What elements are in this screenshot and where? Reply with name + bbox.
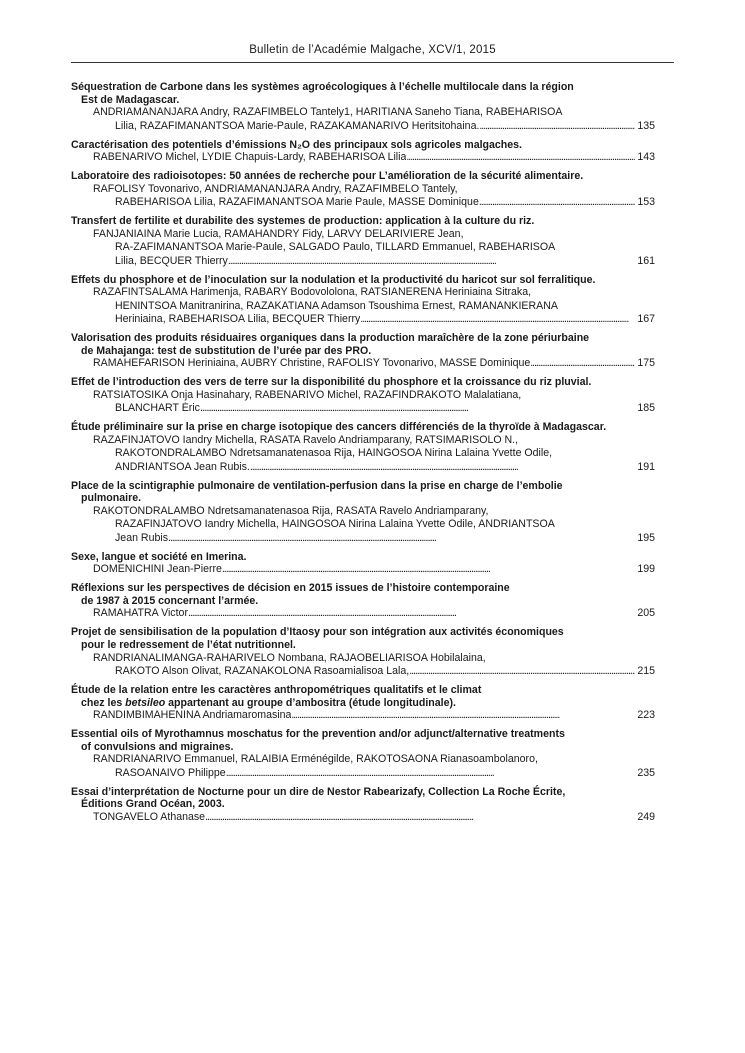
entry-author-line xyxy=(93,120,655,133)
entry-authors xyxy=(93,811,655,824)
toc-entry xyxy=(71,139,655,165)
entry-author-line: RANDRIANALIMANGA-RAHARIVELO Nombana, RAJAOBELIARISOA Hobilalaina, xyxy=(93,651,486,664)
page-number: 191 xyxy=(637,460,655,473)
entry-authors xyxy=(93,505,655,545)
page-number: 199 xyxy=(637,563,655,576)
entry-title xyxy=(71,684,655,709)
entry-title-line: Place de la scintigraphie pulmonaire de ventilation-perfusion dans la prise en charge de l’embolie xyxy=(71,479,563,492)
entry-title xyxy=(71,274,655,287)
entry-author-line xyxy=(93,255,655,268)
entry-title xyxy=(71,480,655,505)
table-of-contents xyxy=(71,81,655,830)
toc-entry xyxy=(71,551,655,577)
entry-author-text: RABEHARISOA Lilia, RAZAFIMANANTSOA Marie Paule, MASSE Dominique xyxy=(115,196,479,209)
toc-entry xyxy=(71,684,655,723)
entry-authors xyxy=(93,709,655,722)
entry-title-line: Essai d’interprétation de Nocturne pour un dire de Nestor Rabearizafy, Collection La Roche Écrite, xyxy=(71,785,566,798)
toc-entry xyxy=(71,480,655,545)
entry-title-line: Projet de sensibilisation de la population d’Itaosy pour son intégration aux activités économiques xyxy=(71,626,564,639)
emphasis: betsileo xyxy=(125,696,166,709)
entry-title-line: de 1987 à 2015 concernant l’armée. xyxy=(81,594,259,607)
entry-title xyxy=(71,215,655,228)
entry-author-line: RATSIATOSIKA Onja Hasinahary, RABENARIVO Michel, RAZAFINDRAKOTO Malalatiana, xyxy=(93,388,522,401)
entry-author-line xyxy=(93,532,655,545)
toc-entry xyxy=(71,786,655,825)
entry-title-line: de Mahajanga: test de substitution de l’urée par des PRO. xyxy=(81,344,372,357)
entry-author-line: RAZAFINTSALAMA Harimenja, RABARY Bodovololona, RATSIANERENA Heriniaina Sitraka, xyxy=(93,286,532,299)
entry-title-line: Essential oils of Myrothamnus moschatus for the prevention and/or adjunct/alternative treatments xyxy=(71,728,565,741)
entry-author-line xyxy=(93,196,655,209)
page-number: 167 xyxy=(637,313,655,325)
dot-leader xyxy=(222,563,635,576)
entry-title xyxy=(71,551,655,564)
entry-author-line xyxy=(93,607,655,620)
entry-title xyxy=(71,786,655,811)
entry-title-line: Laboratoire des radioisotopes: 50 années de recherche pour L’amélioration de la sécurité alimentaire. xyxy=(71,170,584,183)
entry-title-line: Étude de la relation entre les caractères anthropométriques qualitatifs et le climat xyxy=(71,683,482,696)
page-number: 205 xyxy=(637,607,655,620)
page-number: 195 xyxy=(637,531,655,544)
entry-author-line xyxy=(93,665,655,678)
page-number: 143 xyxy=(637,151,655,164)
page-number: 161 xyxy=(637,254,655,267)
entry-author-text: RAMAHATRA Victor xyxy=(93,607,188,620)
dot-leader xyxy=(479,196,635,209)
entry-title-line: Séquestration de Carbone dans les systèmes agroécologiques à l’échelle multilocale dans la région xyxy=(71,81,574,93)
entry-author-line xyxy=(93,402,655,415)
entry-authors xyxy=(93,753,655,780)
entry-author-line: RAFOLISY Tovonarivo, ANDRIAMANANJARA Andry, RAZAFIMBELO Tantely, xyxy=(93,182,458,195)
page-number: 249 xyxy=(637,810,655,823)
entry-title-line: of convulsions and migraines. xyxy=(81,740,234,753)
entry-author-line xyxy=(93,151,655,164)
entry-author-text: Jean Rubis xyxy=(115,531,168,544)
entry-authors xyxy=(93,389,655,416)
entry-author-text: ANDRIANTSOA Jean Rubis. xyxy=(115,460,250,473)
entry-title-line: Transfert de fertilite et durabilite des systemes de production: application à la culture du riz. xyxy=(71,215,535,228)
entry-title xyxy=(71,81,655,106)
entry-title-line: Effets du phosphore et de l’inoculation sur la nodulation et la productivité du haricot sur sol ferralitique. xyxy=(71,273,596,286)
entry-author-text: Heriniaina, RABEHARISOA Lilia, BECQUER Thierry xyxy=(115,313,361,325)
entry-title-line: Valorisation des produits résiduaires organiques dans la production maraîchère de la zone périurbaine xyxy=(71,332,590,344)
toc-entry xyxy=(71,215,655,268)
dot-leader xyxy=(291,709,635,722)
entry-author-line: FANJANIAINA Marie Lucia, RAMAHANDRY Fidy, LARVY DELARIVIERE Jean, xyxy=(93,227,464,240)
entry-author-line: RA-ZAFIMANANTSOA Marie-Paule, SALGADO Paulo, TILLARD Emmanuel, RABEHARISOA xyxy=(115,241,556,254)
entry-author-line: ANDRIAMANANJARA Andry, RAZAFIMBELO Tantely1, HARITIANA Saneho Tiana, RABEHARISOA xyxy=(93,106,563,119)
dot-leader xyxy=(228,255,635,268)
entry-title xyxy=(71,728,655,753)
entry-author-line xyxy=(93,563,655,576)
entry-author-line: RAZAFINJATOVO Iandry Michella, RASATA Ravelo Andriamparany, RATSIMARISOLO N., xyxy=(93,433,519,446)
dot-leader xyxy=(406,151,635,164)
entry-author-line xyxy=(93,767,655,780)
toc-entry xyxy=(71,170,655,209)
entry-author-line xyxy=(93,709,655,722)
entry-authors xyxy=(93,151,655,164)
toc-entry xyxy=(71,728,655,780)
page-number: 153 xyxy=(637,196,655,209)
page-number: 223 xyxy=(637,709,655,722)
dot-leader xyxy=(188,607,635,620)
toc-entry xyxy=(71,376,655,415)
dot-leader xyxy=(200,402,635,415)
entry-author-text: RAMAHEFARISON Heriniaina, AUBRY Christine, RAFOLISY Tovonarivo, MASSE Dominique xyxy=(93,357,531,370)
entry-author-line: HENINTSOA Manitranirina, RAZAKATIANA Adamson Tsoushima Ernest, RAMANANKIERANA xyxy=(115,299,558,312)
header-rule xyxy=(71,62,674,63)
entry-title-line: chez les betsileo appartenant au groupe d’ambositra (étude longitudinale). xyxy=(81,696,456,709)
entry-author-line: RAZAFINJATOVO Iandry Michella, HAINGOSOA Nirina Lalaina Yvette Odile, ANDRIANTSOA xyxy=(115,518,555,531)
entry-author-line: RAKOTONDRALAMBO Ndretsamanatenasoa Rija, RASATA Ravelo Andriamparany, xyxy=(93,504,489,517)
entry-author-text: Lilia, RAZAFIMANANTSOA Marie-Paule, RAZAKAMANARIVO Heritsitohaina. xyxy=(115,119,480,132)
entry-title-line: Caractérisation des potentiels d’émissions N₂O des principaux sols agricoles malgaches. xyxy=(71,138,522,151)
dot-leader xyxy=(360,313,635,326)
entry-authors xyxy=(93,434,655,474)
dot-leader xyxy=(530,357,635,370)
entry-author-line xyxy=(93,461,655,474)
entry-author-text: RABENARIVO Michel, LYDIE Chapuis-Lardy, RABEHARISOA Lilia xyxy=(93,151,407,164)
entry-author-text: RANDIMBIMAHENINA Andriamaromasina xyxy=(93,709,292,722)
entry-title-line: pulmonaire. xyxy=(81,492,142,505)
entry-title xyxy=(71,421,655,434)
toc-entry xyxy=(71,81,655,133)
entry-title xyxy=(71,170,655,183)
entry-title xyxy=(71,626,655,651)
page-number: 175 xyxy=(637,357,655,370)
entry-title-line: Sexe, langue et société en Imerina. xyxy=(71,550,247,563)
entry-authors xyxy=(93,228,655,268)
entry-author-line: RAKOTONDRALAMBO Ndretsamanatenasoa Rija, HAINGOSOA Nirina Lalaina Yvette Odile, xyxy=(115,447,553,460)
dot-leader xyxy=(168,532,635,545)
dot-leader xyxy=(409,665,635,678)
entry-title xyxy=(71,376,655,389)
entry-author-text: BLANCHART Éric xyxy=(115,402,200,415)
entry-title-line: Étude préliminaire sur la prise en charge isotopique des cancers différenciés de la thyroïde à Madagascar. xyxy=(71,421,607,434)
dot-leader xyxy=(205,811,635,824)
toc-entry xyxy=(71,421,655,474)
entry-author-text: RASOANAIVO Philippe xyxy=(115,766,226,779)
entry-title-line: Éditions Grand Océan, 2003. xyxy=(81,798,225,811)
toc-entry xyxy=(71,626,655,678)
entry-title xyxy=(71,139,655,152)
page-number: 215 xyxy=(637,664,655,677)
entry-author-text: DOMENICHINI Jean-Pierre xyxy=(93,563,222,576)
page-number: 185 xyxy=(637,402,655,415)
entry-author-text: Lilia, BECQUER Thierry xyxy=(115,254,228,267)
toc-entry xyxy=(71,582,655,621)
entry-authors xyxy=(93,106,655,133)
entry-title-line: Est de Madagascar. xyxy=(81,93,180,106)
dot-leader xyxy=(226,767,636,780)
entry-authors xyxy=(93,652,655,679)
toc-entry xyxy=(71,274,655,327)
entry-title-line: pour le redressement de l’état nutritionnel. xyxy=(81,638,296,651)
page-number: 135 xyxy=(637,119,655,132)
entry-author-text: RAKOTO Alson Olivat, RAZANAKOLONA Rasoamialisoa Lala, xyxy=(115,664,410,677)
entry-title-line: Réflexions sur les perspectives de décision en 2015 issues de l’histoire contemporaine xyxy=(71,582,510,595)
page-number: 235 xyxy=(637,766,655,779)
entry-title xyxy=(71,332,655,357)
entry-authors xyxy=(93,563,655,576)
running-header: Bulletin de l’Académie Malgache, XCV/1, 2015 xyxy=(249,44,496,56)
entry-title-line: Effet de l’introduction des vers de terre sur la disponibilité du phosphore et la croissance du riz pluvial. xyxy=(71,376,592,389)
entry-author-line xyxy=(93,357,655,370)
entry-author-line xyxy=(93,811,655,824)
entry-title xyxy=(71,582,655,607)
entry-authors xyxy=(93,286,655,326)
entry-authors xyxy=(93,357,655,370)
toc-entry xyxy=(71,332,655,371)
dot-leader xyxy=(250,461,635,474)
dot-leader xyxy=(479,120,635,133)
entry-author-line xyxy=(93,313,655,326)
entry-author-line: RANDRIANARIVO Emmanuel, RALAIBIA Erménégilde, RAKOTOSAONA Rianasoambolanoro, xyxy=(93,753,538,766)
entry-author-text: TONGAVELO Athanase xyxy=(93,810,206,823)
entry-authors xyxy=(93,607,655,620)
entry-authors xyxy=(93,183,655,210)
